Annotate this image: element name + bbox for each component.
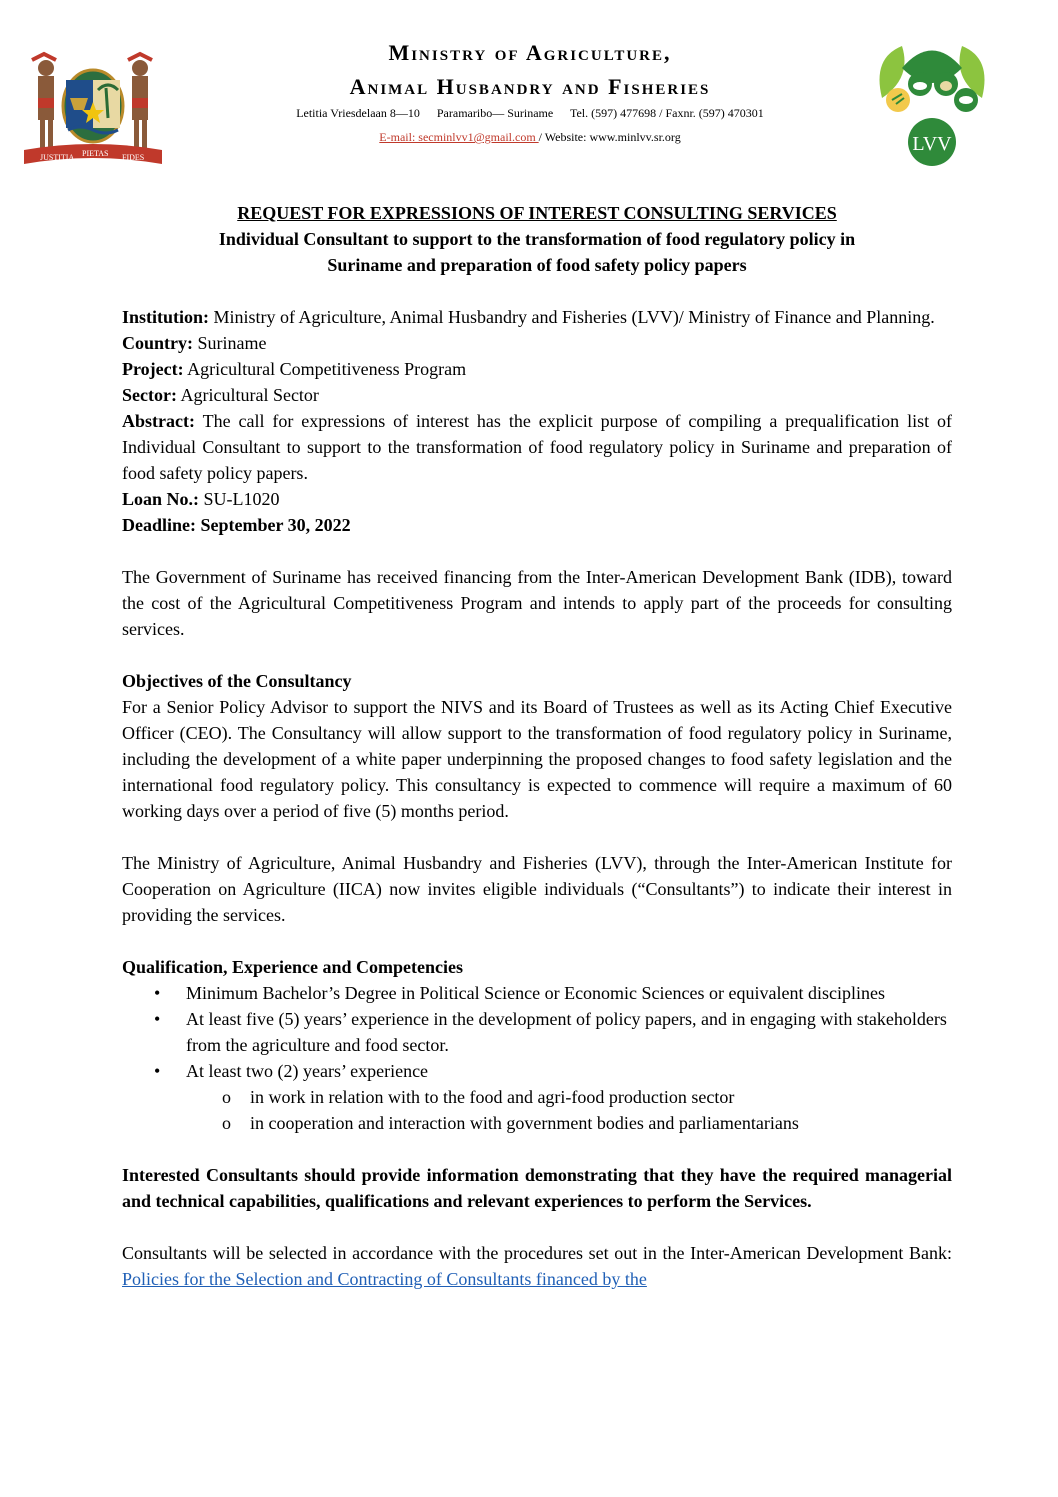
bullet-icon: • <box>154 1061 161 1081</box>
list-item: • Minimum Bachelor’s Degree in Political Science or Economic Sciences or equivalent disciplines <box>122 980 952 1006</box>
institution-value: Ministry of Agriculture, Animal Husbandry and Fisheries (LVV)/ Ministry of Finance and Planning. <box>209 307 935 327</box>
abstract-value: The call for expressions of interest has the explicit purpose of compiling a prequalification list of Individual Consultant to support to the transformation of food regulatory policy in Suriname and preparation of food safety policy papers. <box>122 411 952 483</box>
qualifications-list <box>122 980 952 1136</box>
ministry-name-line2: Animal Husbandry and Fisheries <box>349 74 711 99</box>
deadline: Deadline: September 30, 2022 <box>122 515 351 535</box>
bullet-icon: • <box>154 1009 161 1029</box>
address-street: Letitia Vriesdelaan 8—10 <box>296 106 420 120</box>
document-body <box>122 304 952 1292</box>
institution-label: Institution: <box>122 307 210 327</box>
objectives-paragraph: For a Senior Policy Advisor to support the NIVS and its Board of Trustees as well as its Acting Chief Executive Officer (CEO). The Consultancy will allow support to the transformation of food regulatory policy in Suriname, including the development of a white paper underpinning the proposed changes to food safety legislation and the international food regulatory policy. This consultancy is expected to commence will require a maximum of 60 working days over a period of five (5) months period. <box>122 697 952 821</box>
country-label: Country: <box>122 333 193 353</box>
list-item: • At least five (5) years’ experience in the development of policy papers, and in engaging with stakeholders from the agriculture and food sector. <box>122 1006 952 1058</box>
selection-text: Consultants will be selected in accordance with the procedures set out in the Inter-American Development Bank: <box>122 1243 952 1263</box>
sub-list-item: o in work in relation with to the food and agri-food production sector <box>186 1084 952 1110</box>
ministry-contact <box>240 130 820 145</box>
selection-paragraph <box>122 1240 952 1292</box>
lvv-logo-icon <box>862 38 1002 168</box>
list-item: • At least two (2) years’ experience o in work in relation with to the food and agri-food production sector o in cooperation and interaction with government bodies and parliamentarians <box>122 1058 952 1136</box>
abstract-row <box>122 408 952 486</box>
document-title <box>122 200 952 278</box>
sector-label: Sector: <box>122 385 177 405</box>
loan-row <box>122 486 952 512</box>
financing-paragraph: The Government of Suriname has received financing from the Inter-American Development Bank (IDB), toward the cost of the Agricultural Competitiveness Program and intends to apply part of the proceeds for consulting services. <box>122 567 952 639</box>
country-row <box>122 330 952 356</box>
title-line2: Individual Consultant to support to the transformation of food regulatory policy in <box>218 229 856 249</box>
policies-link[interactable]: Policies for the Selection and Contracting of Consultants financed by the <box>122 1269 647 1289</box>
motto-3: FIDES <box>122 153 145 162</box>
sector-value: Agricultural Sector <box>176 385 319 405</box>
country-value: Suriname <box>193 333 267 353</box>
circle-bullet-icon: o <box>222 1087 231 1107</box>
email-link[interactable]: E-mail: secminlvv1@gmail.com <box>379 130 539 144</box>
address-city: Paramaribo— Suriname <box>436 106 554 120</box>
abstract-label: Abstract: <box>122 411 195 431</box>
sub-list-item: o in cooperation and interaction with government bodies and parliamentarians <box>186 1110 952 1136</box>
project-value: Agricultural Competitiveness Program <box>183 359 467 379</box>
interested-paragraph: Interested Consultants should provide information demonstrating that they have the required managerial and technical capabilities, qualifications and relevant experiences to perform the Services. <box>122 1165 952 1211</box>
title-line3: Suriname and preparation of food safety policy papers <box>327 255 747 275</box>
loan-label: Loan No.: <box>122 489 200 509</box>
website-text: / Website: www.minlvv.sr.org <box>538 130 681 144</box>
project-row <box>122 356 952 382</box>
motto-2: PIETAS <box>82 149 109 158</box>
qualifications-heading: Qualification, Experience and Competencies <box>122 957 463 977</box>
objectives-heading: Objectives of the Consultancy <box>122 671 352 691</box>
title-line1: REQUEST FOR EXPRESSIONS OF INTEREST CONSULTING SERVICES <box>237 203 837 223</box>
institution-row <box>122 304 952 330</box>
circle-bullet-icon: o <box>222 1113 231 1133</box>
invitation-paragraph: The Ministry of Agriculture, Animal Husbandry and Fisheries (LVV), through the Inter-American Institute for Cooperation on Agriculture (IICA) now invites eligible individuals (“Consultants”) to indicate their interest in providing the services. <box>122 853 952 925</box>
motto-1: JUSTITIA <box>40 153 75 162</box>
sub-list <box>186 1084 952 1136</box>
sector-row <box>122 382 952 408</box>
ministry-address <box>240 106 820 121</box>
loan-value: SU-L1020 <box>199 489 280 509</box>
coat-of-arms-icon <box>18 40 168 168</box>
address-phone: Tel. (597) 477698 / Faxnr. (597) 470301 <box>569 106 764 120</box>
ministry-name-line1: Ministry of Agriculture, <box>388 40 672 65</box>
lvv-logo-text: LVV <box>912 133 952 155</box>
bullet-icon: • <box>154 983 161 1003</box>
deadline-row <box>122 512 952 538</box>
project-label: Project: <box>122 359 184 379</box>
